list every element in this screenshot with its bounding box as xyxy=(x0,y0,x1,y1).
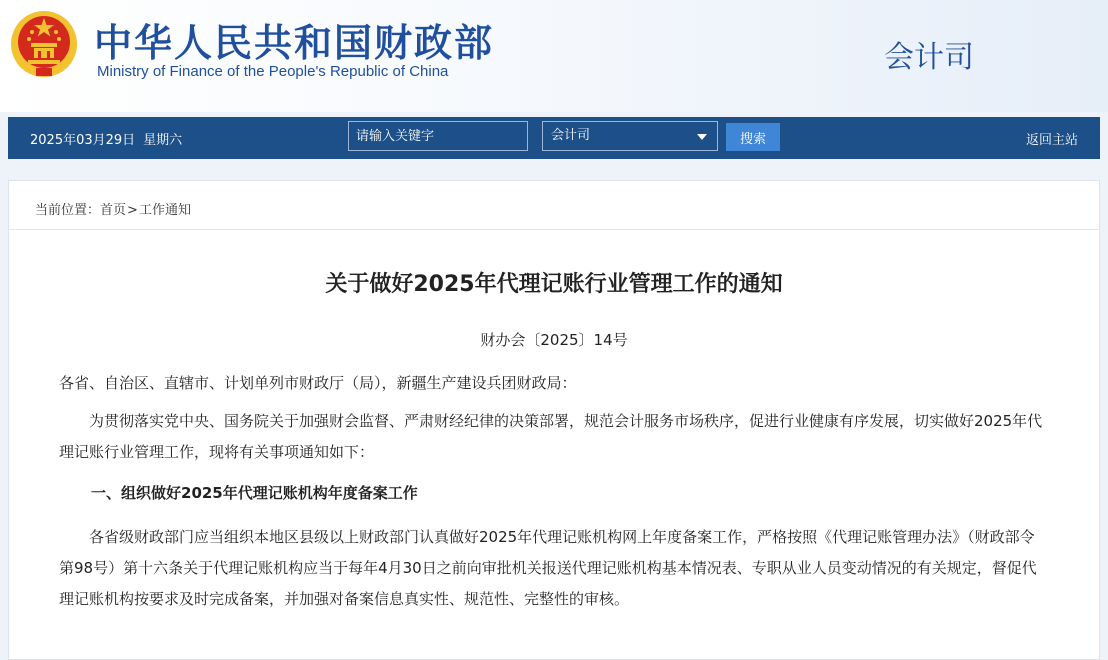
current-date xyxy=(30,129,182,148)
document-number: 财办会〔2025〕14号 xyxy=(480,331,628,349)
site-header xyxy=(0,0,1108,112)
article-panel xyxy=(8,180,1100,660)
article-title: 关于做好2025年代理记账行业管理工作的通知 xyxy=(325,272,783,297)
site-title-en: Ministry of Finance of the People's Republic of China xyxy=(97,63,449,80)
breadcrumb-current-link[interactable]: 工作通知 xyxy=(138,203,191,218)
return-home-link[interactable]: 返回主站 xyxy=(1025,133,1078,148)
addressee-line: 各省、自治区、直辖市、计划单列市财政厅（局），新疆生产建设兵团财政局： xyxy=(59,374,577,392)
breadcrumb xyxy=(35,199,191,218)
breadcrumb-home-link[interactable]: 首页 xyxy=(100,203,127,218)
breadcrumb-divider xyxy=(9,229,1099,230)
department-select-value: 会计司 xyxy=(551,128,591,143)
weekday-text: 星期六 xyxy=(143,133,183,148)
breadcrumb-separator: > xyxy=(127,203,138,218)
search-input[interactable] xyxy=(348,121,528,151)
intro-paragraph: 为贯彻落实党中央、国务院关于加强财会监督、严肃财经纪律的决策部署，规范会计服务市场秩序，促进行业健康有序发展，切实做好2025年代理记账行业管理工作，现将有关事项通知如下： xyxy=(59,412,1043,461)
national-emblem-icon[interactable] xyxy=(10,10,78,78)
site-title-cn[interactable]: 中华人民共和国财政部 xyxy=(94,20,495,65)
nav-bar xyxy=(8,117,1100,159)
breadcrumb-label: 当前位置： xyxy=(35,203,101,218)
section-heading: 一、组织做好2025年代理记账机构年度备案工作 xyxy=(91,484,418,502)
department-select[interactable] xyxy=(542,121,718,151)
chevron-down-icon xyxy=(697,134,707,140)
date-text: 2025年03月29日 xyxy=(30,133,136,148)
department-name: 会计司 xyxy=(884,40,974,75)
section-body-paragraph: 各省级财政部门应当组织本地区县级以上财政部门认真做好2025年代理记账机构网上年度备案工作，严格按照《代理记账管理办法》（财政部令第98号）第十六条关于代理记账机构应当于每年4月30日之前向审批机关报送代理记账机构基本情况表、专职从业人员变动情况的有关规定，督促代理记账机构按要求及时完成备案，并加强对备案信息真实性、规范性、完整性的审核。 xyxy=(59,528,1037,608)
search-button[interactable]: 搜索 xyxy=(726,123,780,151)
